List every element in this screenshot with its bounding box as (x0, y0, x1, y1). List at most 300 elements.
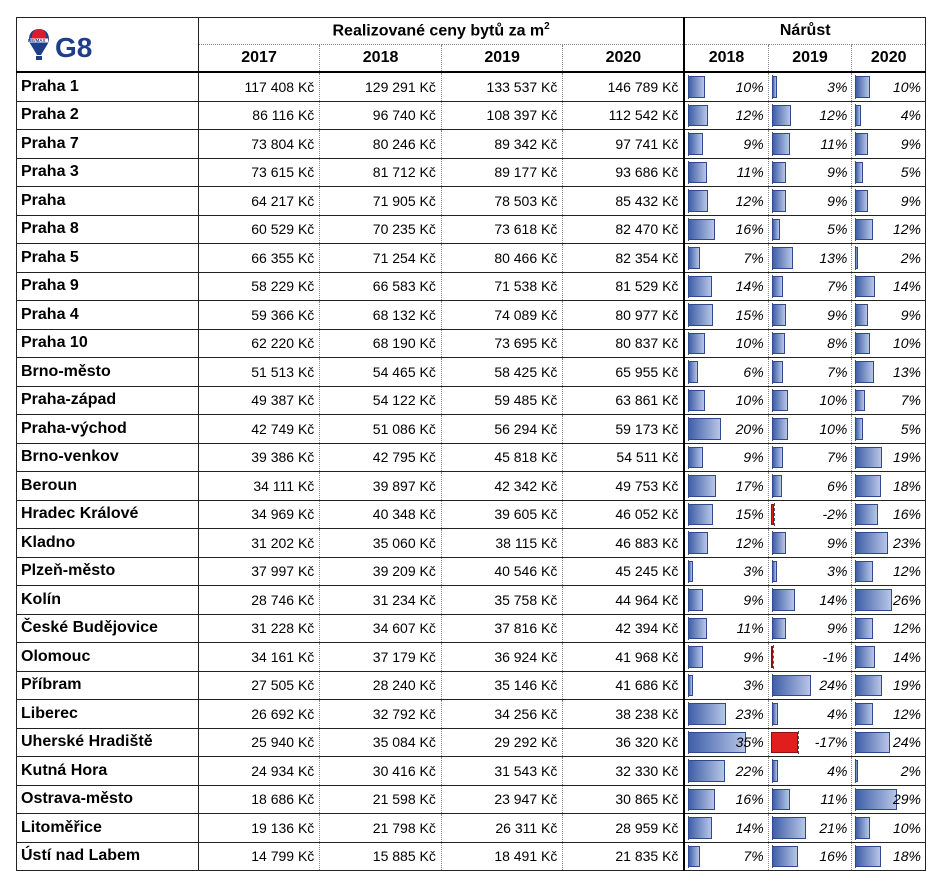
growth-value: 11% (820, 135, 848, 152)
price-cell: 49 387 Kč (198, 386, 320, 415)
growth-value: 10% (735, 78, 764, 95)
growth-bar-positive (688, 817, 711, 839)
growth-cell (768, 500, 852, 529)
growth-cell (768, 757, 852, 786)
price-cell: 34 256 Kč (441, 700, 563, 729)
growth-cell (852, 443, 926, 472)
price-cell: 35 758 Kč (441, 586, 563, 615)
growth-value: 9% (743, 591, 764, 608)
growth-bar-positive (772, 276, 784, 298)
growth-value: 9% (743, 449, 764, 466)
growth-value: 18% (892, 848, 921, 865)
table-row (17, 244, 926, 273)
price-cell: 14 799 Kč (198, 842, 320, 871)
table-row (17, 301, 926, 330)
growth-bar-positive (688, 475, 716, 497)
growth-bar-positive (688, 219, 714, 241)
price-cell: 42 795 Kč (320, 443, 442, 472)
region-name: Liberec (17, 700, 199, 729)
growth-value: -17% (814, 734, 848, 751)
table-row (17, 500, 926, 529)
table-row (17, 728, 926, 757)
price-cell: 34 607 Kč (320, 614, 442, 643)
growth-bar-positive (688, 646, 703, 668)
growth-value: 6% (827, 477, 848, 494)
growth-cell (684, 215, 768, 244)
growth-cell (768, 643, 852, 672)
growth-value: 21% (819, 819, 848, 836)
table-row (17, 130, 926, 159)
growth-bar-positive (855, 789, 896, 811)
price-cell: 51 513 Kč (198, 358, 320, 387)
growth-cell (852, 643, 926, 672)
growth-value: 14% (892, 278, 921, 295)
growth-bar-positive (855, 703, 872, 725)
price-cell: 37 179 Kč (320, 643, 442, 672)
growth-bar-positive (855, 817, 869, 839)
growth-bar-positive (772, 703, 779, 725)
price-cell: 41 686 Kč (563, 671, 685, 700)
growth-bar-positive (688, 76, 704, 98)
growth-cell (852, 386, 926, 415)
growth-bar-positive (855, 76, 869, 98)
table-body (17, 72, 926, 871)
logo-text: G8 (55, 31, 93, 63)
price-cell: 80 246 Kč (320, 130, 442, 159)
bar-axis (773, 645, 774, 669)
growth-bar-positive (772, 361, 784, 383)
growth-cell (768, 785, 852, 814)
region-name: Praha 1 (17, 72, 199, 101)
growth-cell (852, 358, 926, 387)
price-cell: 117 408 Kč (198, 72, 320, 101)
region-name: Praha (17, 187, 199, 216)
growth-value: 16% (735, 221, 764, 238)
growth-cell (768, 529, 852, 558)
price-cell: 56 294 Kč (441, 415, 563, 444)
price-cell: 18 491 Kč (441, 842, 563, 871)
price-cell: 54 465 Kč (320, 358, 442, 387)
growth-cell (852, 671, 926, 700)
growth-cell (768, 244, 852, 273)
growth-bar-positive (688, 162, 706, 184)
growth-bar-positive (855, 133, 868, 155)
growth-bar-positive (772, 133, 790, 155)
price-cell: 38 238 Kč (563, 700, 685, 729)
growth-value: 5% (827, 221, 848, 238)
growth-value: 16% (892, 506, 921, 523)
price-cell: 15 885 Kč (320, 842, 442, 871)
growth-cell (684, 301, 768, 330)
growth-value: 7% (743, 249, 764, 266)
growth-value: 9% (900, 192, 921, 209)
region-name: Kladno (17, 529, 199, 558)
price-cell: 70 235 Kč (320, 215, 442, 244)
price-cell: 108 397 Kč (441, 101, 563, 130)
col-price-2020: 2020 (563, 45, 685, 73)
growth-value: 35% (735, 734, 764, 751)
price-cell: 28 959 Kč (563, 814, 685, 843)
region-name: Ústí nad Labem (17, 842, 199, 871)
growth-bar-positive (772, 532, 787, 554)
growth-value: 9% (743, 135, 764, 152)
price-cell: 65 955 Kč (563, 358, 685, 387)
price-cell: 80 977 Kč (563, 301, 685, 330)
growth-bar-positive (688, 703, 726, 725)
growth-cell (852, 415, 926, 444)
growth-cell (684, 586, 768, 615)
growth-bar-positive (772, 76, 777, 98)
growth-value: 12% (892, 705, 921, 722)
price-cell: 27 505 Kč (198, 671, 320, 700)
growth-bar-positive (855, 732, 889, 754)
growth-value: 18% (892, 477, 921, 494)
region-name: Praha 7 (17, 130, 199, 159)
table-row (17, 700, 926, 729)
growth-value: 15% (735, 506, 764, 523)
price-cell: 46 052 Kč (563, 500, 685, 529)
price-cell: 42 394 Kč (563, 614, 685, 643)
price-cell: 54 511 Kč (563, 443, 685, 472)
col-growth-2019: 2019 (768, 45, 852, 73)
price-cell: 28 746 Kč (198, 586, 320, 615)
growth-cell (684, 244, 768, 273)
region-name: Praha 2 (17, 101, 199, 130)
remax-g8-logo (17, 25, 198, 65)
growth-value: 24% (892, 734, 921, 751)
growth-bar-positive (855, 219, 872, 241)
growth-cell (768, 272, 852, 301)
growth-value: 3% (827, 563, 848, 580)
region-name: Hradec Králové (17, 500, 199, 529)
growth-bar-positive (688, 447, 703, 469)
price-cell: 29 292 Kč (441, 728, 563, 757)
price-cell: 34 111 Kč (198, 472, 320, 501)
region-name: Praha 5 (17, 244, 199, 273)
growth-value: 16% (819, 848, 848, 865)
growth-value: 9% (827, 620, 848, 637)
price-cell: 19 136 Kč (198, 814, 320, 843)
growth-cell (684, 700, 768, 729)
growth-group-header: Nárůst (684, 18, 925, 45)
table-row (17, 415, 926, 444)
region-name: Praha 8 (17, 215, 199, 244)
growth-bar-positive (772, 846, 798, 868)
growth-value: 17% (735, 477, 764, 494)
region-name: Praha-východ (17, 415, 199, 444)
growth-bar-positive (855, 418, 862, 440)
price-cell: 71 905 Kč (320, 187, 442, 216)
table-row (17, 472, 926, 501)
growth-value: 4% (900, 107, 921, 124)
price-cell: 129 291 Kč (320, 72, 442, 101)
growth-cell (684, 500, 768, 529)
table-row (17, 842, 926, 871)
growth-value: 4% (827, 762, 848, 779)
price-cell: 71 254 Kč (320, 244, 442, 273)
growth-value: 3% (827, 78, 848, 95)
growth-value: 12% (735, 192, 764, 209)
price-cell: 51 086 Kč (320, 415, 442, 444)
price-cell: 73 695 Kč (441, 329, 563, 358)
growth-bar-positive (855, 333, 869, 355)
growth-cell (684, 472, 768, 501)
balloon-icon (25, 25, 117, 65)
price-cell: 36 924 Kč (441, 643, 563, 672)
growth-cell (768, 386, 852, 415)
region-name: Kolín (17, 586, 199, 615)
price-cell: 31 234 Kč (320, 586, 442, 615)
growth-cell (852, 614, 926, 643)
price-cell: 93 686 Kč (563, 158, 685, 187)
growth-cell (768, 72, 852, 101)
growth-bar-negative (771, 732, 798, 754)
growth-value: -1% (822, 648, 848, 665)
growth-bar-positive (772, 219, 780, 241)
growth-cell (852, 301, 926, 330)
price-cell: 39 386 Kč (198, 443, 320, 472)
growth-cell (852, 728, 926, 757)
growth-value: 6% (743, 363, 764, 380)
growth-value: 13% (892, 363, 921, 380)
growth-bar-positive (855, 105, 861, 127)
growth-value: 15% (735, 306, 764, 323)
growth-cell (852, 272, 926, 301)
growth-value: 9% (827, 192, 848, 209)
region-name: Praha-západ (17, 386, 199, 415)
growth-cell (684, 785, 768, 814)
price-cell: 44 964 Kč (563, 586, 685, 615)
price-cell: 37 816 Kč (441, 614, 563, 643)
growth-cell (768, 358, 852, 387)
price-cell: 78 503 Kč (441, 187, 563, 216)
growth-value: 12% (819, 107, 848, 124)
growth-bar-positive (688, 504, 713, 526)
growth-value: 19% (892, 449, 921, 466)
col-price-2019: 2019 (441, 45, 563, 73)
growth-value: 14% (892, 648, 921, 665)
growth-cell (852, 130, 926, 159)
price-cell: 46 883 Kč (563, 529, 685, 558)
growth-bar-positive (688, 276, 711, 298)
growth-cell (684, 557, 768, 586)
price-cell: 85 432 Kč (563, 187, 685, 216)
growth-cell (768, 472, 852, 501)
growth-cell (684, 529, 768, 558)
region-name: České Budějovice (17, 614, 199, 643)
price-cell: 39 209 Kč (320, 557, 442, 586)
growth-bar-positive (772, 618, 787, 640)
bar-axis (774, 503, 775, 527)
growth-value: 3% (743, 677, 764, 694)
growth-bar-positive (772, 390, 788, 412)
price-cell: 42 342 Kč (441, 472, 563, 501)
price-cell: 30 416 Kč (320, 757, 442, 786)
table-row (17, 814, 926, 843)
price-group-header: Realizované ceny bytů za $m^2$ (198, 18, 684, 45)
price-cell: 73 804 Kč (198, 130, 320, 159)
growth-value: 9% (900, 135, 921, 152)
price-cell: 24 934 Kč (198, 757, 320, 786)
region-name: Praha 4 (17, 301, 199, 330)
price-cell: 41 968 Kč (563, 643, 685, 672)
growth-bar-positive (688, 846, 700, 868)
price-cell: 68 190 Kč (320, 329, 442, 358)
growth-bar-positive (772, 589, 795, 611)
growth-bar-positive (772, 789, 790, 811)
growth-bar-positive (772, 190, 787, 212)
price-cell: 42 749 Kč (198, 415, 320, 444)
growth-bar-positive (688, 247, 700, 269)
growth-cell (684, 386, 768, 415)
growth-cell (684, 671, 768, 700)
region-name: Praha 9 (17, 272, 199, 301)
table-row (17, 529, 926, 558)
growth-cell (768, 101, 852, 130)
price-cell: 96 740 Kč (320, 101, 442, 130)
growth-bar-positive (772, 760, 779, 782)
price-cell: 81 712 Kč (320, 158, 442, 187)
growth-bar-positive (772, 162, 787, 184)
svg-text:RE/MAX: RE/MAX (28, 37, 46, 43)
price-cell: 36 320 Kč (563, 728, 685, 757)
growth-bar-positive (855, 675, 882, 697)
growth-bar-positive (855, 646, 875, 668)
price-cell: 23 947 Kč (441, 785, 563, 814)
price-cell: 28 240 Kč (320, 671, 442, 700)
growth-bar-negative (771, 504, 774, 526)
growth-value: 23% (735, 705, 764, 722)
growth-bar-positive (855, 561, 872, 583)
region-name: Olomouc (17, 643, 199, 672)
growth-bar-positive (772, 247, 793, 269)
growth-bar-positive (688, 418, 721, 440)
growth-value: 7% (827, 278, 848, 295)
growth-bar-positive (855, 504, 878, 526)
growth-value: 12% (735, 534, 764, 551)
table-row (17, 358, 926, 387)
price-cell: 34 969 Kč (198, 500, 320, 529)
growth-bar-positive (855, 247, 858, 269)
growth-bar-positive (688, 618, 706, 640)
growth-value: 8% (827, 335, 848, 352)
growth-bar-positive (688, 589, 703, 611)
growth-bar-positive (688, 760, 724, 782)
price-cell: 66 583 Kč (320, 272, 442, 301)
growth-value: -2% (822, 506, 848, 523)
price-cell: 21 835 Kč (563, 842, 685, 871)
growth-cell (852, 472, 926, 501)
growth-value: 26% (892, 591, 921, 608)
price-table (16, 17, 926, 871)
growth-cell (768, 187, 852, 216)
growth-bar-positive (855, 846, 881, 868)
growth-value: 10% (892, 335, 921, 352)
growth-cell (852, 814, 926, 843)
growth-cell (684, 842, 768, 871)
growth-bar-positive (772, 418, 788, 440)
price-cell: 45 818 Kč (441, 443, 563, 472)
growth-bar-positive (855, 475, 881, 497)
table-row (17, 215, 926, 244)
price-cell: 38 115 Kč (441, 529, 563, 558)
table-row (17, 101, 926, 130)
growth-value: 13% (819, 249, 848, 266)
col-growth-2020: 2020 (852, 45, 926, 73)
growth-value: 5% (900, 420, 921, 437)
growth-bar-positive (772, 105, 792, 127)
growth-value: 12% (892, 221, 921, 238)
price-cell: 39 605 Kč (441, 500, 563, 529)
growth-cell (684, 130, 768, 159)
price-cell: 133 537 Kč (441, 72, 563, 101)
growth-value: 10% (735, 392, 764, 409)
table-row (17, 187, 926, 216)
price-cell: 86 116 Kč (198, 101, 320, 130)
growth-value: 9% (827, 534, 848, 551)
price-cell: 32 330 Kč (563, 757, 685, 786)
col-price-2018: 2018 (320, 45, 442, 73)
region-name: Beroun (17, 472, 199, 501)
price-cell: 32 792 Kč (320, 700, 442, 729)
growth-bar-negative (771, 646, 773, 668)
price-cell: 146 789 Kč (563, 72, 685, 101)
growth-cell (852, 842, 926, 871)
growth-bar-positive (688, 304, 713, 326)
growth-bar-positive (688, 190, 708, 212)
growth-cell (768, 614, 852, 643)
growth-value: 12% (892, 563, 921, 580)
growth-value: 9% (827, 306, 848, 323)
price-cell: 58 425 Kč (441, 358, 563, 387)
growth-value: 23% (892, 534, 921, 551)
price-cell: 74 089 Kč (441, 301, 563, 330)
price-cell: 97 741 Kč (563, 130, 685, 159)
growth-cell (768, 814, 852, 843)
price-cell: 82 354 Kč (563, 244, 685, 273)
growth-cell (684, 443, 768, 472)
growth-value: 14% (735, 819, 764, 836)
price-cell: 25 940 Kč (198, 728, 320, 757)
growth-bar-positive (688, 561, 693, 583)
price-cell: 21 598 Kč (320, 785, 442, 814)
table-row (17, 272, 926, 301)
growth-cell (768, 671, 852, 700)
growth-cell (852, 244, 926, 273)
price-cell: 18 686 Kč (198, 785, 320, 814)
growth-bar-positive (772, 304, 787, 326)
growth-bar-positive (688, 390, 704, 412)
growth-value: 11% (736, 164, 764, 181)
growth-bar-positive (855, 532, 888, 554)
price-cell: 54 122 Kč (320, 386, 442, 415)
growth-bar-positive (688, 361, 698, 383)
price-cell: 59 173 Kč (563, 415, 685, 444)
growth-cell (768, 301, 852, 330)
growth-cell (852, 529, 926, 558)
growth-value: 2% (900, 762, 921, 779)
growth-cell (852, 700, 926, 729)
price-cell: 73 618 Kč (441, 215, 563, 244)
price-cell: 35 084 Kč (320, 728, 442, 757)
region-name: Litoměřice (17, 814, 199, 843)
growth-cell (768, 700, 852, 729)
price-cell: 59 485 Kč (441, 386, 563, 415)
growth-value: 9% (743, 648, 764, 665)
growth-value: 10% (892, 819, 921, 836)
growth-value: 16% (735, 791, 764, 808)
growth-value: 10% (819, 392, 848, 409)
